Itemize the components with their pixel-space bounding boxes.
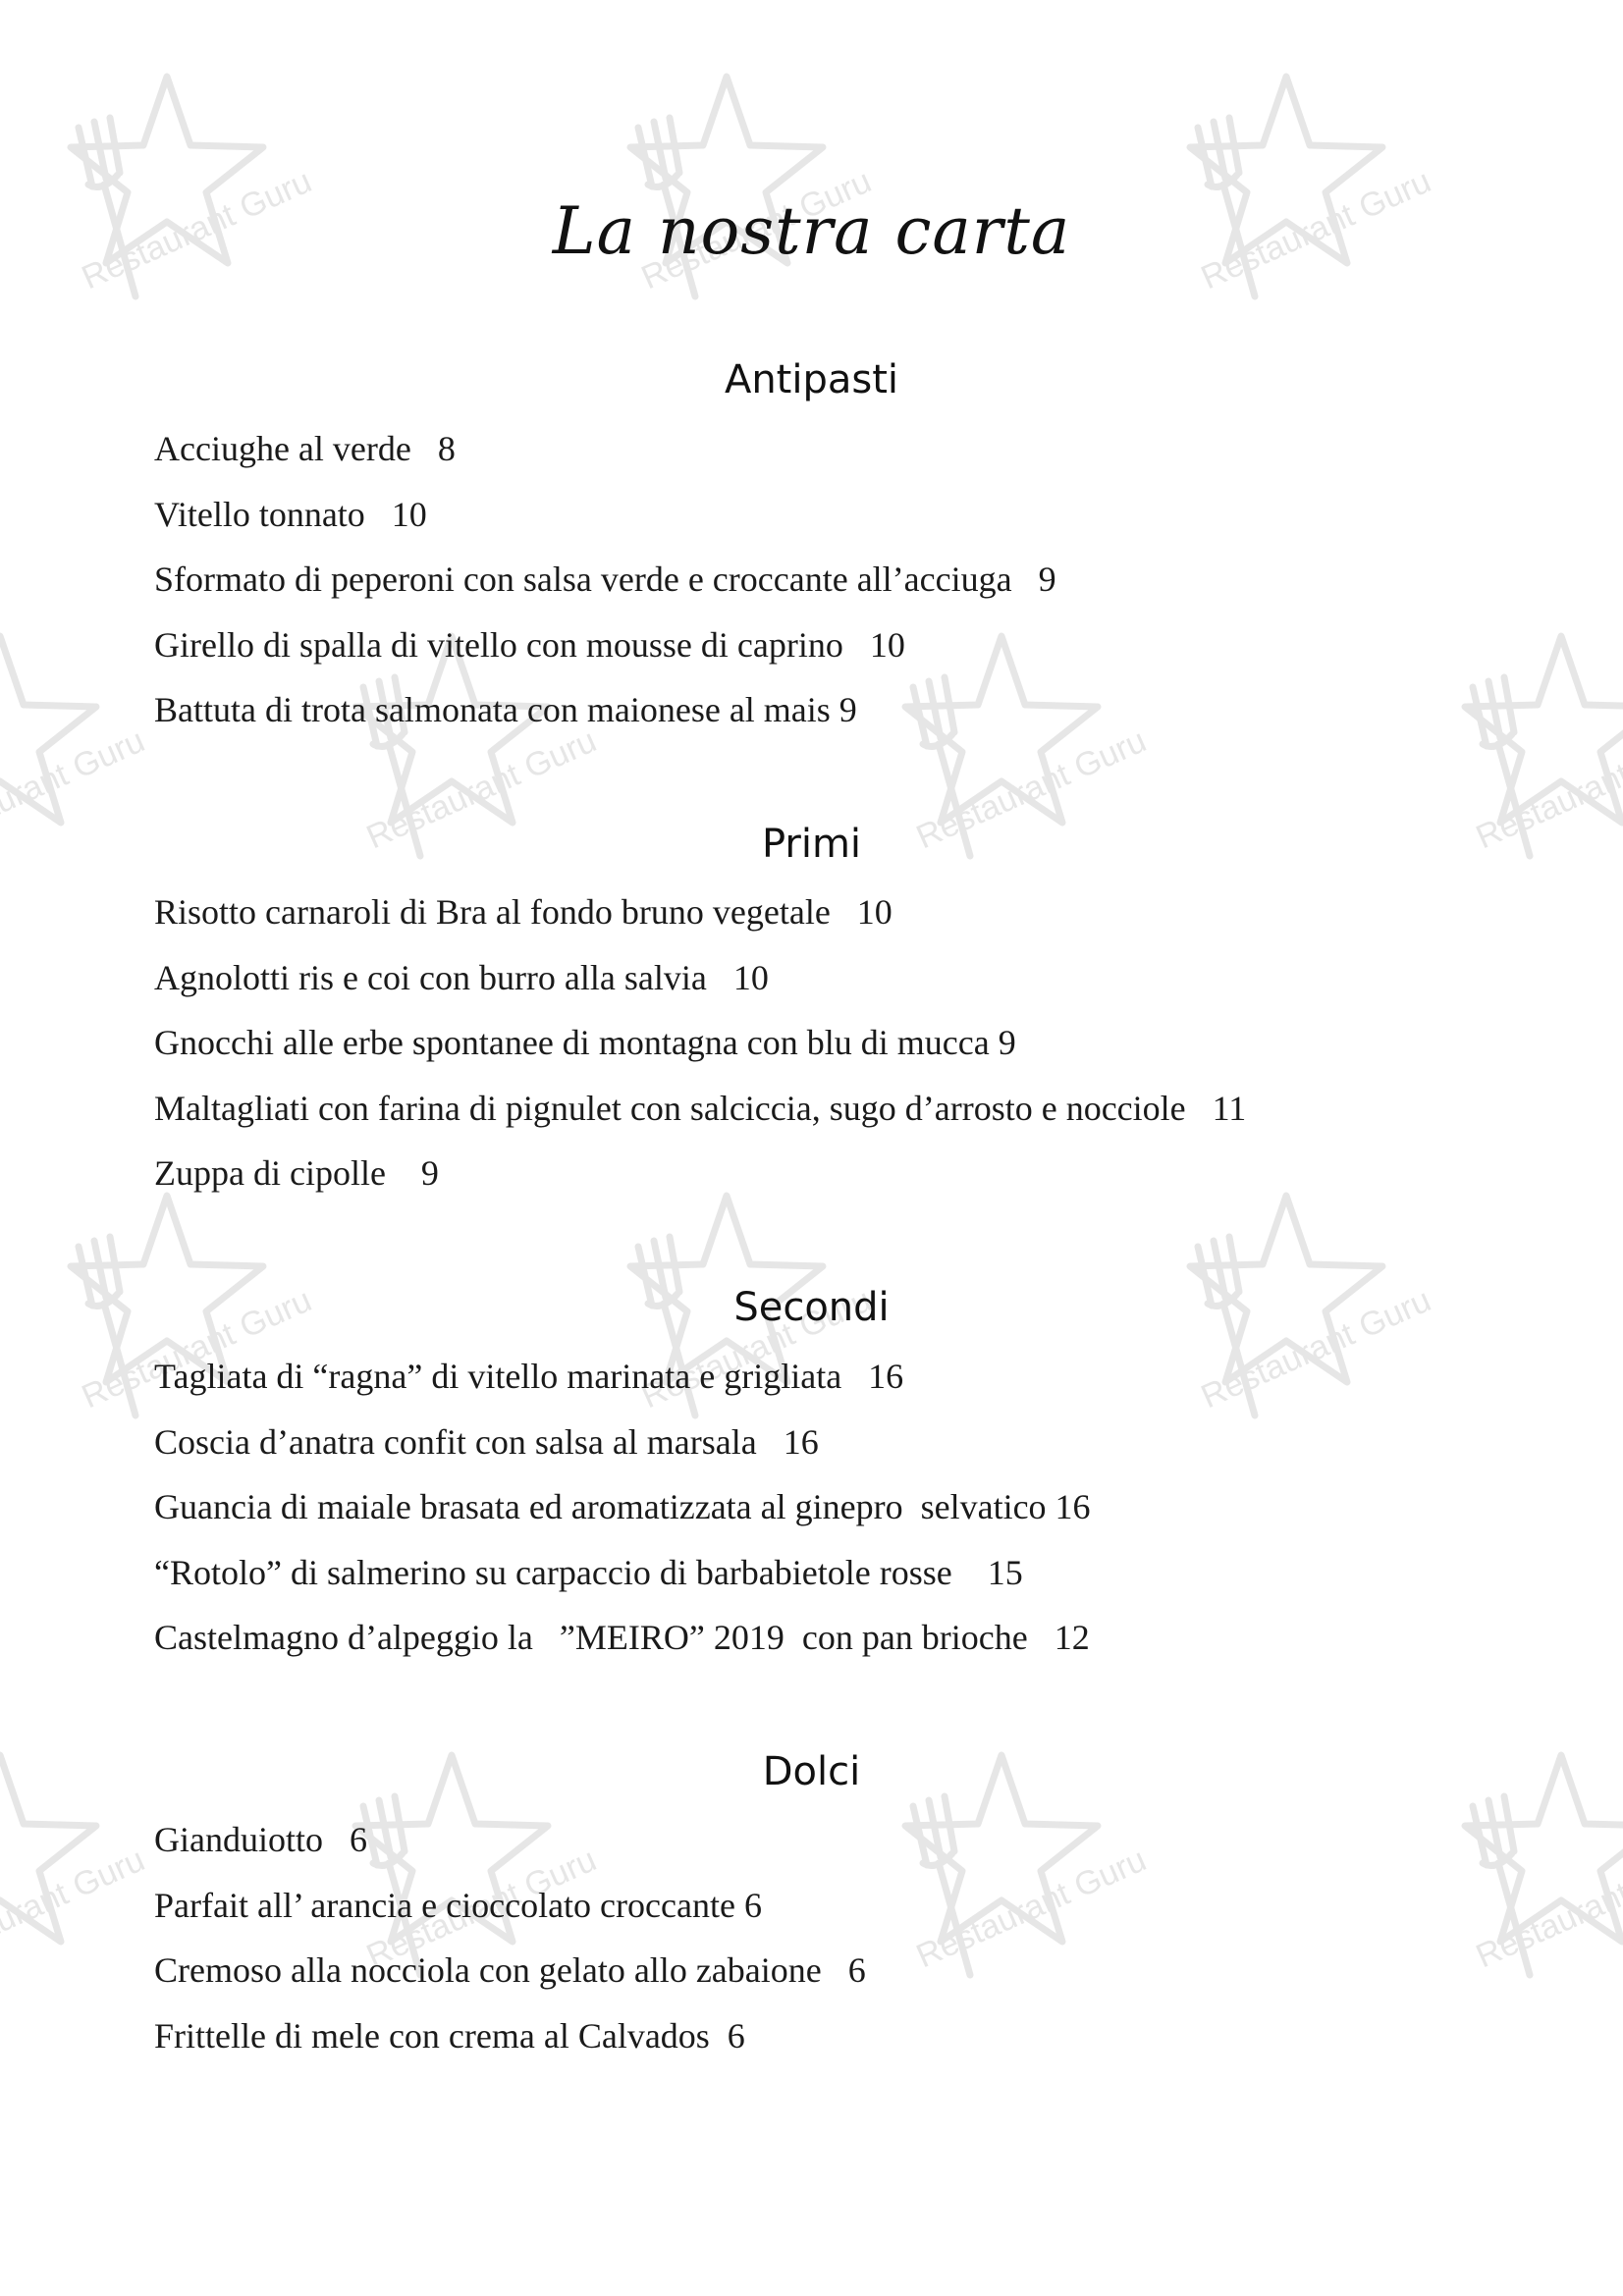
menu-item: Parfait all’ arancia e cioccolato croccante 6 [154,1885,762,1925]
menu-item: Frittelle di mele con crema al Calvados 6 [154,2015,745,2056]
menu-item: Coscia d’anatra confit con salsa al marsala 16 [154,1421,819,1462]
menu-item: “Rotolo” di salmerino su carpaccio di barbabietole rosse 15 [154,1552,1023,1592]
menu-item: Acciughe al verde 8 [154,429,456,468]
section-heading-secondi: Secondi [733,1285,890,1330]
menu-item: Girello di spalla di vitello con mousse di caprino 10 [154,624,905,665]
section-items-dolci [154,1807,1548,2068]
menu-item: Battuta di trota salmonata con maionese al mais 9 [154,690,857,729]
menu-item: Cremoso alla nocciola con gelato allo zabaione 6 [154,1950,866,1990]
menu-item: Tagliata di “ragna” di vitello marinata e grigliata 16 [154,1357,904,1396]
menu-item: Castelmagno d’alpeggio la ”MEIRO” 2019 con pan brioche 12 [154,1618,1090,1657]
watermark-layer: Restaurant Guru [0,0,1623,2296]
section-heading-antipasti: Antipasti [724,357,899,402]
section-heading-dolci: Dolci [762,1749,861,1794]
menu-item: Guancia di maiale brasata ed aromatizzata al ginepro selvatico 16 [154,1487,1091,1526]
menu-title: La nostra carta [552,193,1071,269]
menu-item: Maltagliati con farina di pignulet con salciccia, sugo d’arrosto e nocciole 11 [154,1088,1247,1128]
section-items-antipasti [154,416,1548,743]
menu-item: Agnolotti ris e coi con burro alla salvia 10 [154,957,769,997]
section-items-secondi [154,1344,1548,1671]
menu-item: Risotto carnaroli di Bra al fondo bruno vegetale 10 [154,892,893,932]
menu-item: Gianduiotto 6 [154,1820,367,1859]
menu-item: Sformato di peperoni con salsa verde e croccante all’acciuga 9 [154,560,1056,599]
menu-item: Zuppa di cipolle 9 [154,1153,439,1193]
menu-item: Gnocchi alle erbe spontanee di montagna con blu di mucca 9 [154,1023,1016,1062]
menu-item: Vitello tonnato 10 [154,494,427,534]
section-items-primi [154,880,1548,1206]
section-heading-primi: Primi [761,822,862,867]
